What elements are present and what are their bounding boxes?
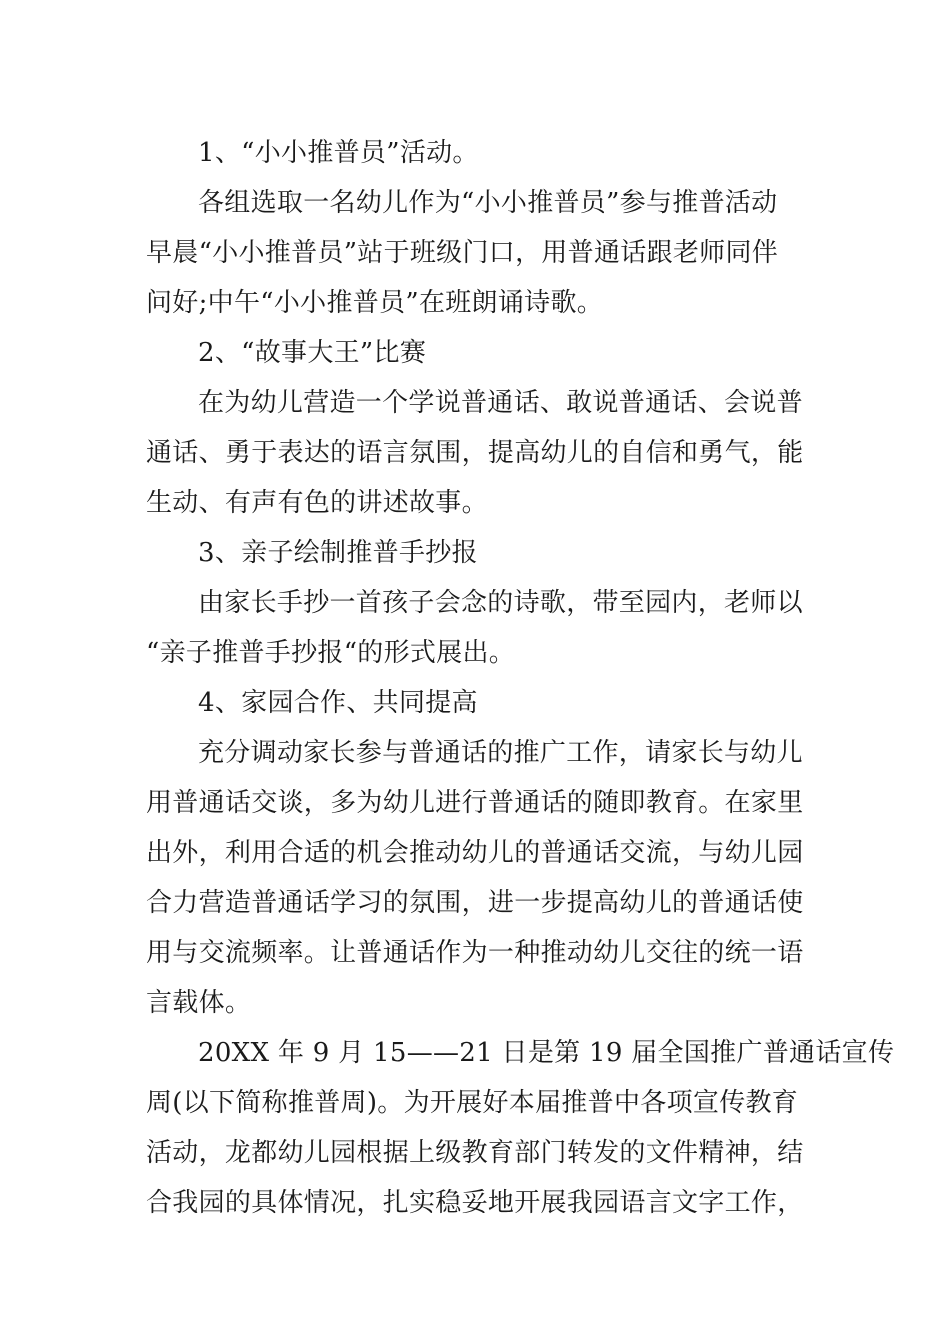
paragraph-line: 出外，利用合适的机会推动幼儿的普通话交流，与幼儿园 — [146, 838, 804, 868]
heading-activity-2: 2、“故事大王”比赛 — [198, 338, 427, 368]
paragraph-line: 周(以下简称推普周)。为开展好本届推普中各项宣传教育 — [146, 1088, 799, 1118]
paragraph-line: 生动、有声有色的讲述故事。 — [146, 488, 488, 518]
heading-activity-3: 3、亲子绘制推普手抄报 — [198, 538, 478, 568]
paragraph-line: 问好;中午“小小推普员”在班朗诵诗歌。 — [146, 288, 604, 318]
paragraph-line: 20XX 年 9 月 15——21 日是第 19 届全国推广普通话宣传 — [198, 1038, 895, 1068]
paragraph-line: 用与交流频率。让普通话作为一种推动幼儿交往的统一语 — [146, 938, 804, 968]
paragraph-line: 活动，龙都幼儿园根据上级教育部门转发的文件精神，结 — [146, 1138, 804, 1168]
heading-activity-4: 4、家园合作、共同提高 — [198, 688, 478, 718]
paragraph-line: 用普通话交谈，多为幼儿进行普通话的随即教育。在家里 — [146, 788, 804, 818]
paragraph-line: 充分调动家长参与普通话的推广工作，请家长与幼儿 — [198, 738, 803, 768]
paragraph-line: 言载体。 — [146, 988, 252, 1018]
paragraph-line: 由家长手抄一首孩子会念的诗歌，带至园内，老师以 — [198, 588, 803, 618]
paragraph-line: 通话、勇于表达的语言氛围，提高幼儿的自信和勇气，能 — [146, 438, 804, 468]
heading-activity-1: 1、“小小推普员”活动。 — [198, 138, 479, 168]
paragraph-line: 在为幼儿营造一个学说普通话、敢说普通话、会说普 — [198, 388, 803, 418]
paragraph-line: 各组选取一名幼儿作为“小小推普员”参与推普活动 — [198, 188, 778, 218]
paragraph-line: “亲子推普手抄报“的形式展出。 — [146, 638, 516, 668]
paragraph-line: 早晨“小小推普员”站于班级门口，用普通话跟老师同伴 — [146, 238, 779, 268]
paragraph-line: 合力营造普通话学习的氛围，进一步提高幼儿的普通话使 — [146, 888, 804, 918]
document-body — [146, 128, 895, 1228]
paragraph-line: 合我园的具体情况，扎实稳妥地开展我园语言文字工作， — [146, 1188, 804, 1218]
